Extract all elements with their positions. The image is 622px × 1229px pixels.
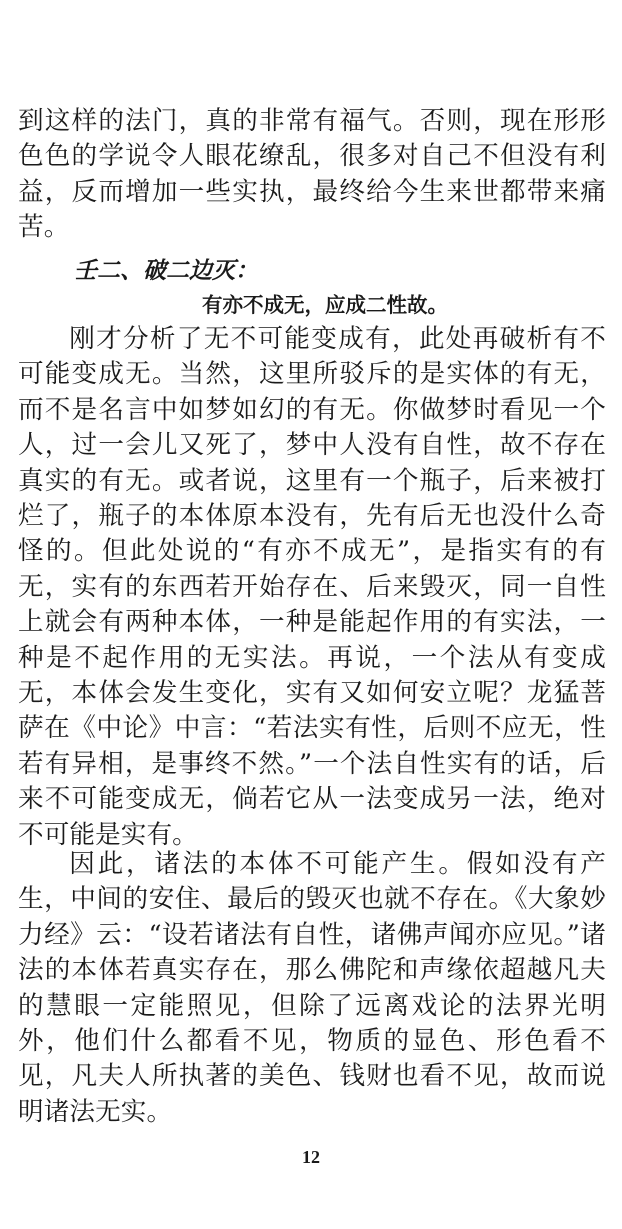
verse-line: 有亦不成无，应成二性故。 <box>202 293 448 317</box>
section-heading: 壬二、破二边灭： <box>74 257 258 284</box>
intro-paragraph: 到这样的法门，真的非常有福气。否则，现在形形色色的学说令人眼花缭乱，很多对自己不但没有利益，反而增加一些实执，最终给今生来世都带来痛苦。 <box>18 106 606 243</box>
body-paragraph: 刚才分析了无不可能变成有，此处再破析有不可能变成无。当然，这里所驳斥的是实体的有无，而不是名言中如梦如幻的有无。你做梦时看见一个人，过一会儿又死了，梦中人没有自性，故不存在真实的有无。或者说，这里有一个瓶子，后来被打烂了，瓶子的本体原本没有，先有后无也没什么奇怪的。但此处说的“有亦不成无”，是指实有的有无，实有的东西若开始存在、后来毁灭，同一自性上就会有两种本体，一种是能起作用的有实法，一种是不起作用的无实法。再说，一个法从有变成无，本体会发生变化，实有又如何安立呢？龙猛菩萨在《中论》中言：“若法实有性，后则不应无，性若有异相，是事终不然。”一个法自性实有的话，后来不可能变成无，倘若它从一法变成另一法，绝对不可能是实有。 <box>18 324 606 850</box>
document-page <box>18 0 606 1229</box>
body-paragraph: 因此，诸法的本体不可能产生。假如没有产生，中间的安住、最后的毁灭也就不存在。《大象妙力经》云：“设若诸法有自性，诸佛声闻亦应见。”诸法的本体若真实存在，那么佛陀和声缘依超越凡夫的慧眼一定能照见，但除了远离戏论的法界光明外，他们什么都看不见，物质的显色、形色看不见，凡夫人所执著的美色、钱财也看不见，故而说明诸法无实。 <box>18 849 606 1127</box>
page-number: 12 <box>302 1147 320 1167</box>
